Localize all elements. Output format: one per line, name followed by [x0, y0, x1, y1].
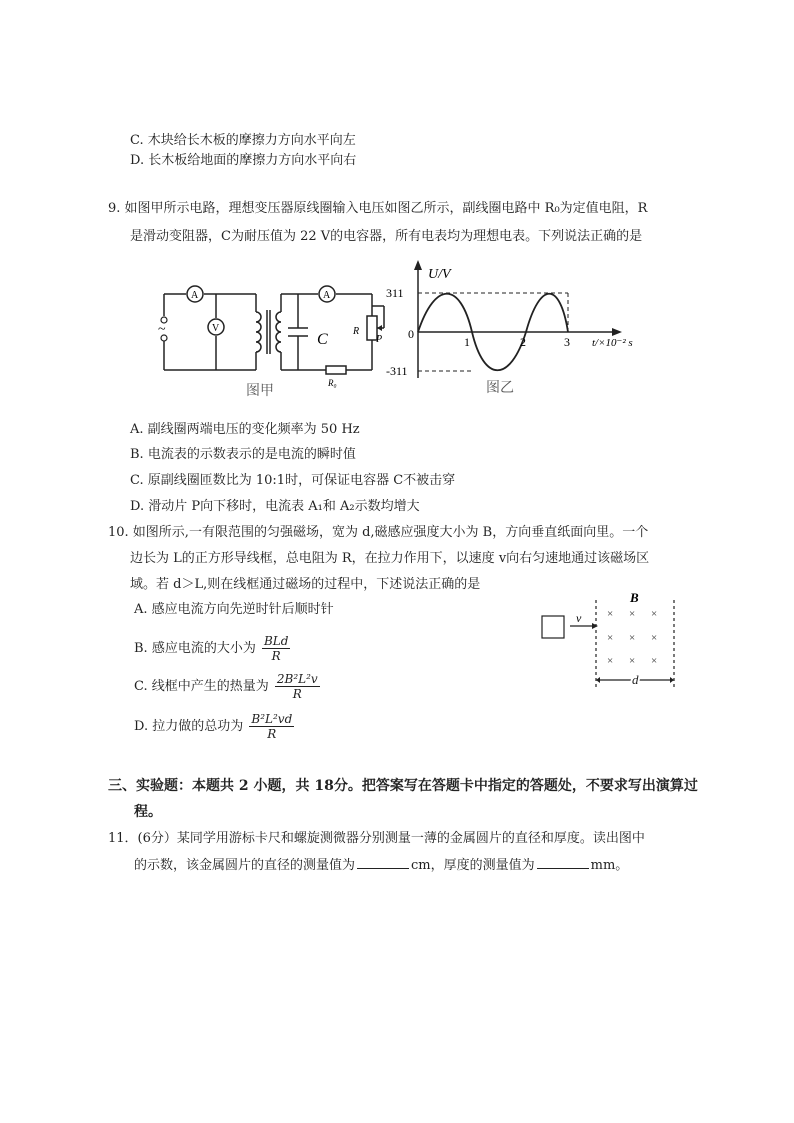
velocity-label: v: [576, 611, 582, 625]
origin-label: 0: [408, 327, 414, 341]
q10-stem-line1: 10. 如图所示,一有限范围的匀强磁场，宽为 d,磁感应强度大小为 B，方向垂直纸面向里。一个: [108, 525, 649, 540]
voltage-waveform-graph: [380, 258, 650, 398]
q10-stem-line3: 域。若 d＞L,则在线框通过磁场的过程中，下述说法正确的是: [130, 577, 481, 592]
x-tick-3: 3: [564, 335, 570, 349]
fraction-denominator: R: [267, 727, 277, 741]
field-cross-mark: ×: [629, 632, 636, 644]
field-cross-mark: ×: [651, 632, 658, 644]
fraction-denominator: R: [292, 687, 302, 701]
q10-option-c-fraction: [275, 672, 320, 701]
q8-option-d: D. 长木板给地面的摩擦力方向水平向右: [130, 153, 357, 168]
q10-option-d: [134, 712, 294, 741]
diameter-answer-blank[interactable]: [357, 856, 409, 869]
q10-option-b-text: B. 感应电流的大小为: [134, 641, 256, 656]
field-cross-mark: ×: [607, 632, 614, 644]
q8-option-c: C. 木块给长木板的摩擦力方向水平向左: [130, 133, 356, 148]
field-cross-mark: ×: [651, 655, 658, 667]
ammeter-a1-label: A: [191, 290, 199, 301]
q11-text-b: cm，厚度的测量值为: [411, 858, 535, 873]
q10-option-c-text: C. 线框中产生的热量为: [134, 679, 269, 694]
fraction-numerator: 2B²L²v: [276, 672, 318, 686]
capacitor-label: C: [317, 331, 328, 348]
ac-source-tilde: ~: [158, 322, 166, 337]
q10-option-b-fraction: [262, 634, 290, 663]
circuit-diagram: [150, 276, 390, 401]
q11-line2: [134, 856, 628, 875]
q10-option-d-fraction: [249, 712, 294, 741]
q9-option-c: C. 原副线圈匝数比为 10:1时，可保证电容器 C不被击穿: [130, 473, 456, 488]
r0-label: R₀: [328, 378, 337, 388]
figure-a-caption: 图甲: [246, 384, 274, 399]
fraction-denominator: R: [271, 649, 281, 663]
field-b-label: B: [630, 590, 639, 605]
q11-text-c: mm。: [590, 858, 629, 873]
field-cross-mark: ×: [629, 655, 636, 667]
field-cross-mark: ×: [629, 608, 636, 620]
q9-option-b: B. 电流表的示数表示的是电流的瞬时值: [130, 447, 356, 462]
field-cross-mark: ×: [651, 608, 658, 620]
q9-option-a: A. 副线圈两端电压的变化频率为 50 Hz: [130, 422, 360, 437]
q11-line1: 11．(6分）某同学用游标卡尺和螺旋测微器分别测量一薄的金属圆片的直径和厚度。读出图中: [108, 831, 645, 846]
x-axis-label: t/×10⁻² s: [592, 337, 633, 349]
magnetic-field-diagram: [536, 588, 686, 690]
width-d-label: d: [632, 672, 639, 687]
section-3-title-line1: 三、实验题：本题共 2 小题，共 18分。把答案写在答题卡中指定的答题处，不要求写出演算过: [108, 778, 698, 794]
q9-stem-line1: 9. 如图甲所示电路，理想变压器原线圈输入电压如图乙所示，副线圈电路中 R₀为定值电阻，R: [108, 201, 648, 216]
q10-option-a: A. 感应电流方向先逆时针后顺时针: [134, 602, 334, 617]
q10-option-c: [134, 672, 320, 701]
field-cross-mark: ×: [607, 608, 614, 620]
field-cross-mark: ×: [607, 655, 614, 667]
x-tick-1: 1: [464, 335, 470, 349]
q11-text-a: 的示数，该金属圆片的直径的测量值为: [134, 858, 356, 873]
y-min-label: -311: [386, 364, 408, 378]
voltmeter-label: V: [212, 323, 220, 334]
ammeter-a2-label: A: [323, 290, 331, 301]
q10-stem-line2: 边长为 L的正方形导线框，总电阻为 R，在拉力作用下，以速度 v向右匀速地通过该磁场区: [130, 551, 650, 566]
fraction-numerator: BLd: [263, 634, 289, 648]
y-axis-label: U/V: [428, 267, 451, 282]
fraction-numerator: B²L²vd: [251, 712, 293, 726]
thickness-answer-blank[interactable]: [537, 856, 589, 869]
figure-b-caption: 图乙: [486, 381, 514, 396]
q10-option-d-text: D. 拉力做的总功为: [134, 719, 244, 734]
x-tick-2: 2: [520, 335, 526, 349]
q9-option-d: D. 滑动片 P向下移时，电流表 A₁和 A₂示数均增大: [130, 499, 420, 514]
rheostat-label: R: [353, 326, 360, 337]
section-3-title-line2: 程。: [134, 804, 162, 820]
q10-option-b: [134, 634, 290, 663]
q9-stem-line2: 是滑动变阻器，C为耐压值为 22 V的电容器，所有电表均为理想电表。下列说法正确的是: [130, 229, 643, 244]
slider-label: P: [376, 334, 383, 345]
y-max-label: 311: [386, 286, 404, 300]
